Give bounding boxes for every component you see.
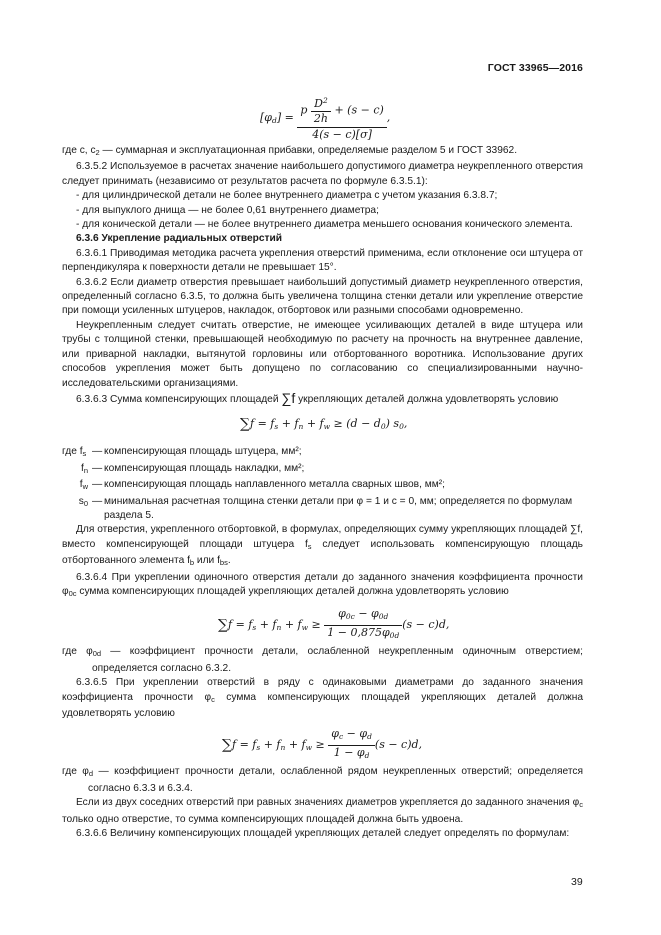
p1-sub: 2 — [95, 148, 100, 157]
legend-label-sub: s — [82, 449, 87, 459]
legend-text: компенсирующая площадь штуцера, мм²; — [104, 446, 302, 458]
formula-3-lhs: f = f — [228, 618, 253, 632]
formula-4-den: 1 − φ — [333, 745, 365, 759]
formula-3-numerator — [324, 607, 402, 624]
p9-text-a: где φ — [62, 646, 93, 658]
formula-1-inner-fraction — [311, 94, 331, 127]
formula-4-p2: + f — [285, 738, 306, 752]
formula-2-s0: 0 — [399, 422, 404, 432]
p7-sub: s — [307, 541, 312, 551]
formula-2-close: ) s — [385, 417, 400, 431]
formula-1-numerator — [297, 94, 386, 127]
p9-sub: 0d — [92, 649, 102, 659]
legend-label — [62, 478, 92, 494]
formula-1-end: , — [386, 111, 391, 125]
p1-text: где c, c — [62, 145, 96, 156]
formula-3-den: 1 − 0,875φ — [327, 625, 390, 639]
paragraph-6-3-6-1: 6.3.6.1 Приводимая методика расчета укрепления отверстий применима, если отклонение оси штуцера от перпендикуляра к поверхности детали не превышает 15°. — [62, 247, 583, 274]
formula-1-fraction — [297, 94, 386, 142]
page-content — [62, 88, 583, 841]
paragraph-unreinforced: Неукрепленным следует считать отверстие, не имеющее усиливающих деталей в виде штуцера или трубы с толщиной стенки, превышающей необходимую по расчету на прочность на внутреннее давление, или приварной накладки, вытянутой горловины или отбортованного воротника. Использование других способов укрепления может быть допущено по согласованию со специализированными научно-исследовательскими организациями. — [62, 319, 583, 389]
sum-icon: ∑ — [240, 416, 250, 433]
formula-row-holes — [62, 721, 583, 765]
formula-4-s: s — [256, 743, 261, 753]
list-item-convex: - для выпуклого днища — не более 0,61 внутреннего диаметра; — [76, 204, 379, 216]
legend-row — [62, 445, 583, 461]
p7-text: Для отверстия, укрепленного отбортовкой, в формулах, определяющих сумму укрепляющих площадей ∑f, вместо компенсирующей площади штуцера f — [62, 524, 583, 550]
formula-2 — [240, 417, 407, 434]
formula-4-num: φ — [331, 727, 339, 741]
p6-text-c: укрепляющих деталей должна удовлетворять условию — [295, 393, 559, 405]
p1-rest: — суммарная и эксплуатационная прибавки, определяемые разделом 5 и ГОСТ 33962. — [99, 145, 518, 156]
p7-sub3: bs — [219, 558, 228, 568]
formula-allowable-diameter — [62, 88, 583, 144]
paragraph-6-3-6-6: 6.3.6.6 Величину компенсирующих площадей укрепляющих деталей следует определять по формулам: — [76, 828, 570, 840]
p12-sub: c — [579, 800, 583, 810]
p7-sub2: b — [189, 558, 195, 568]
formula-3-ge: ≥ — [308, 618, 321, 632]
formula-3-num-sub2: 0d — [378, 612, 389, 622]
formula-4-fraction — [328, 727, 375, 763]
legend-label-sub: w — [82, 482, 88, 492]
p8-text-a: 6.3.6.4 При укреплении одиночного отверстия детали до заданного значения коэффициента прочности φ — [62, 571, 583, 597]
sum-icon: ∑ — [222, 737, 232, 754]
legend-dash: — — [92, 462, 103, 474]
legend-text: минимальная расчетная толщина стенки детали при φ = 1 и c = 0, мм; определяется по формулам раздела 5. — [104, 495, 573, 521]
paragraph-flanged — [62, 523, 583, 570]
formula-2-lhs: f = f — [250, 417, 275, 431]
formula-1-inner-num — [311, 94, 331, 111]
paragraph-6-3-6-5 — [62, 676, 583, 721]
formula-3-s: s — [252, 623, 257, 633]
formula-2-plus1: + f — [278, 417, 299, 431]
page-number: 39 — [571, 876, 583, 888]
formula-3-rest: (s − c)d, — [402, 618, 450, 632]
p6-sum: ∑f — [281, 389, 296, 406]
section-heading-6-3-6: 6.3.6 Укрепление радиальных отверстий — [76, 233, 283, 245]
formula-sum-condition — [62, 409, 583, 443]
p12-text-a: Если из двух соседних отверстий при равных значениях диаметров укрепляется до заданного значения φ — [76, 797, 580, 809]
formula-4-denominator — [328, 745, 375, 763]
formula-3-fraction — [324, 607, 402, 643]
formula-1-lhs-sub: d — [272, 116, 277, 126]
formula-3-num-minus: − φ — [354, 607, 379, 621]
formula-1-lhs: [φ — [260, 111, 272, 125]
formula-4-num-minus: − φ — [343, 727, 368, 741]
paragraph-adjacent-holes — [62, 796, 583, 827]
formula-single-hole — [62, 601, 583, 645]
legend-label-text: s — [78, 495, 84, 507]
sum-icon: ∑ — [218, 617, 228, 634]
formula-3-p2: + f — [281, 618, 302, 632]
legend-label-text: f — [79, 479, 83, 491]
p9-text-b: — коэффициент прочности детали, ослабленной неукрепленным одиночным отверстием; определяется согласно 6.3.2. — [92, 646, 583, 674]
formula-2-rest: ≥ (d − d — [330, 417, 381, 431]
formula-3 — [218, 607, 449, 643]
formula-4-ge: ≥ — [312, 738, 325, 752]
standard-header: ГОСТ 33965—2016 — [487, 62, 583, 74]
p8-sub: 0c — [68, 588, 77, 598]
legend-text: компенсирующая площадь наплавленного металла сварных швов, мм²; — [104, 479, 445, 491]
formula-1-lhs-close: ] = — [276, 111, 294, 125]
list-item-cylindrical: - для цилиндрической детали не более внутреннего диаметра с учетом указания 6.3.8.7; — [76, 190, 498, 202]
variables-legend — [62, 445, 583, 523]
formula-1 — [260, 94, 390, 142]
legend-row — [62, 478, 583, 494]
formula-1-2h: 2h — [311, 111, 331, 126]
formula-3-p1: + f — [256, 618, 277, 632]
paragraph-phi-0d — [62, 645, 583, 676]
formula-1-p: p — [300, 103, 308, 117]
formula-2-plus2: + f — [303, 417, 324, 431]
formula-4-p1: + f — [260, 738, 281, 752]
formula-4-n: n — [280, 743, 286, 753]
formula-4-numerator — [328, 727, 375, 744]
formula-3-den-sub: 0d — [389, 630, 400, 640]
paragraph-phi-d — [62, 765, 583, 796]
formula-3-num: φ — [338, 607, 346, 621]
formula-4-den-sub: d — [364, 750, 370, 760]
formula-4-lhs: f = f — [232, 738, 257, 752]
paragraph-6-3-6-4 — [62, 571, 583, 602]
p7-mid: или f — [194, 555, 220, 567]
p11-text-b: — коэффициент прочности детали, ослабленной рядом неукрепленных отверстий; определяется согласно 6.3.3 и 6.3.4. — [88, 766, 583, 794]
paragraph-6-3-5-2: 6.3.5.2 Используемое в расчетах значение наибольшего допустимого диаметра неукрепленного отверстия следует принимать (независимо от результатов расчета по формуле 6.3.5.1): — [62, 161, 583, 187]
paragraph-6-3-6-3 — [62, 391, 583, 407]
formula-4 — [222, 727, 422, 763]
legend-row — [62, 495, 583, 524]
formula-2-w: w — [323, 422, 331, 432]
p6-text-a: 6.3.6.3 Сумма компенсирующих площадей — [76, 393, 282, 405]
p8-text-b: сумма компенсирующих площадей укрепляющих деталей должна удовлетворять условию — [76, 585, 509, 597]
formula-1-plus: + (s − c) — [334, 103, 384, 117]
p7-end: . — [227, 555, 231, 567]
legend-label-sub: n — [83, 465, 88, 475]
legend-label — [62, 495, 92, 524]
legend-dash: — — [92, 479, 103, 491]
p12-text-b: только одно отверстие, то сумма компенсирующих площадей должна быть удвоена. — [62, 813, 464, 825]
paragraph-6-3-6-2: 6.3.6.2 Если диаметр отверстия превышает наибольший допустимый диаметр неукрепленного отверстия, определенный согласно 6.3.5, то должна быть увеличена толщина стенки детали или укрепление отверстие при помощи усиленных штуцеров, накладок, отбортовок или разными способами одновременно. — [62, 276, 583, 317]
formula-2-n: n — [298, 422, 304, 432]
formula-4-w: w — [305, 743, 313, 753]
formula-3-denominator — [324, 625, 402, 643]
formula-2-end: , — [403, 417, 408, 431]
formula-1-D: D — [314, 97, 323, 110]
p10-sub: c — [211, 694, 215, 704]
legend-label-text: f — [80, 462, 84, 474]
p10-text-a: 6.3.6.5 При укреплении отверстий в ряду с одинаковыми диаметрами до заданного значения коэффициента прочности φ — [62, 677, 583, 703]
legend-text: компенсирующая площадь накладки, мм²; — [104, 462, 305, 474]
p10-text-b: сумма компенсирующих площадей укрепляющих деталей должна удовлетворять условию — [62, 691, 583, 719]
formula-4-rest: (s − c)d, — [374, 738, 423, 752]
formula-3-num-sub: 0c — [345, 612, 355, 622]
legend-row — [62, 462, 583, 478]
legend-label-sub: 0 — [83, 498, 88, 508]
formula-2-zero: 0 — [380, 422, 386, 432]
legend-label — [62, 445, 92, 461]
p7-rest: следует использовать компенсирующую площадь отбортованного элемента f — [62, 538, 583, 567]
p11-text-a: где φ — [62, 766, 89, 778]
p11-sub: d — [88, 769, 94, 779]
formula-3-w: w — [301, 623, 309, 633]
list-item-conical: - для конической детали — не более внутреннего диаметра меньшего основания конического элемента. — [76, 219, 573, 231]
legend-dash: — — [92, 495, 103, 507]
formula-4-num-sub: c — [338, 732, 344, 742]
formula-3-n: n — [276, 623, 282, 633]
legend-label-text: где f — [62, 446, 83, 458]
formula-2-s: s — [274, 422, 279, 432]
formula-1-D-sup: 2 — [322, 96, 328, 105]
legend-label — [62, 462, 92, 478]
paragraph-allowances — [62, 144, 583, 160]
formula-4-num-sub2: d — [367, 732, 372, 742]
legend-dash: — — [92, 446, 103, 458]
formula-1-denominator: 4(s − c)[σ] — [297, 127, 386, 142]
